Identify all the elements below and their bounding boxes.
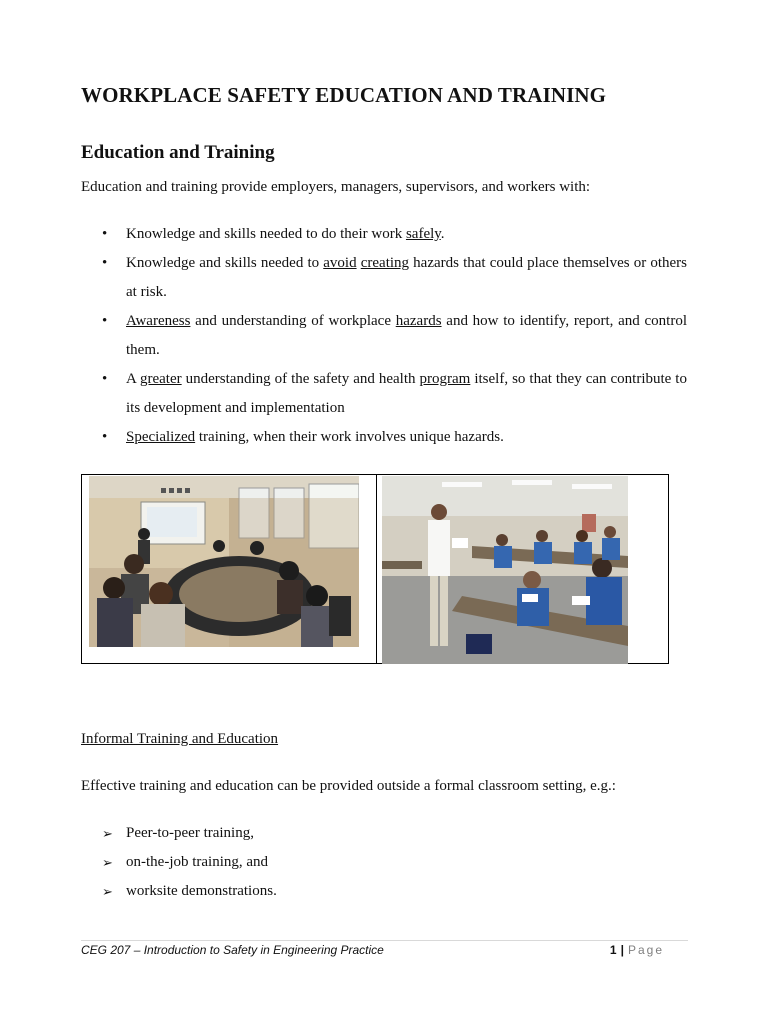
classroom-photo — [89, 476, 359, 647]
bullet-text: A — [126, 371, 140, 387]
page-label: Page — [627, 943, 664, 957]
underlined-word: creating — [360, 255, 410, 271]
list-item — [81, 819, 277, 848]
list-item — [81, 220, 687, 249]
list-item — [81, 307, 687, 365]
bullet-text: and understanding of workplace — [190, 313, 396, 329]
arrow-bullet-icon: ➢ — [102, 855, 113, 870]
list-item-text: on-the-job training, and — [126, 854, 269, 870]
bullet-text: understanding of the safety and health — [181, 371, 420, 387]
footer-course-title: CEG 207 – Introduction to Safety in Engineering Practice — [81, 943, 384, 957]
table-divider — [376, 475, 377, 663]
bullet-text: hazards that could place themselves or others at risk. — [126, 255, 688, 300]
bullet-icon: • — [102, 371, 108, 387]
bullet-icon: • — [102, 255, 108, 271]
underlined-word: hazards — [395, 313, 442, 329]
bullet-text: itself, so that they can contribute to its development and implementation — [126, 371, 687, 416]
bullet-text: Knowledge and skills needed to do their work — [126, 226, 406, 242]
underlined-word: safely — [405, 226, 441, 242]
list-item-text: Peer-to-peer training, — [126, 825, 254, 841]
list-item — [81, 249, 687, 307]
bullet-icon: • — [102, 226, 108, 242]
bullet-text: and how to identify, report, and control them. — [126, 313, 687, 358]
list-item — [81, 365, 687, 423]
list-item — [81, 848, 277, 877]
page-separator: | — [620, 943, 624, 957]
bullet-icon: • — [102, 313, 108, 329]
list-item — [81, 877, 277, 906]
training-room-photo — [382, 476, 628, 664]
intro-paragraph: Education and training provide employers, managers, supervisors, and workers with: — [81, 179, 591, 195]
bullet-text: Knowledge and skills needed to — [126, 255, 324, 271]
informal-training-heading-text: Informal Training and Education — [81, 731, 279, 747]
arrow-bullet-icon: ➢ — [102, 884, 113, 899]
underlined-word: Specialized — [126, 429, 196, 445]
informal-methods-list — [81, 819, 277, 906]
list-item-text: worksite demonstrations. — [126, 883, 277, 899]
effective-training-paragraph: Effective training and education can be provided outside a formal classroom setting, e.g.: — [81, 778, 616, 794]
underlined-word: greater — [140, 371, 182, 387]
footer-page-indicator — [610, 943, 664, 957]
underlined-word: program — [419, 371, 471, 387]
bullet-icon: • — [102, 429, 108, 445]
page-number: 1 — [609, 943, 617, 957]
informal-training-heading — [81, 725, 278, 754]
underlined-word: Awareness — [126, 313, 191, 329]
underlined-word: avoid — [323, 255, 357, 271]
bullet-text: training, when their work involves unique hazards. — [195, 429, 504, 445]
footer-divider — [81, 940, 688, 941]
photo-table — [81, 474, 669, 664]
arrow-bullet-icon: ➢ — [102, 826, 113, 841]
document-title: WORKPLACE SAFETY EDUCATION AND TRAINING — [81, 83, 607, 107]
bullet-text: . — [440, 226, 445, 242]
section-heading: Education and Training — [81, 142, 275, 163]
list-item — [81, 423, 687, 452]
training-benefits-list — [81, 220, 687, 452]
